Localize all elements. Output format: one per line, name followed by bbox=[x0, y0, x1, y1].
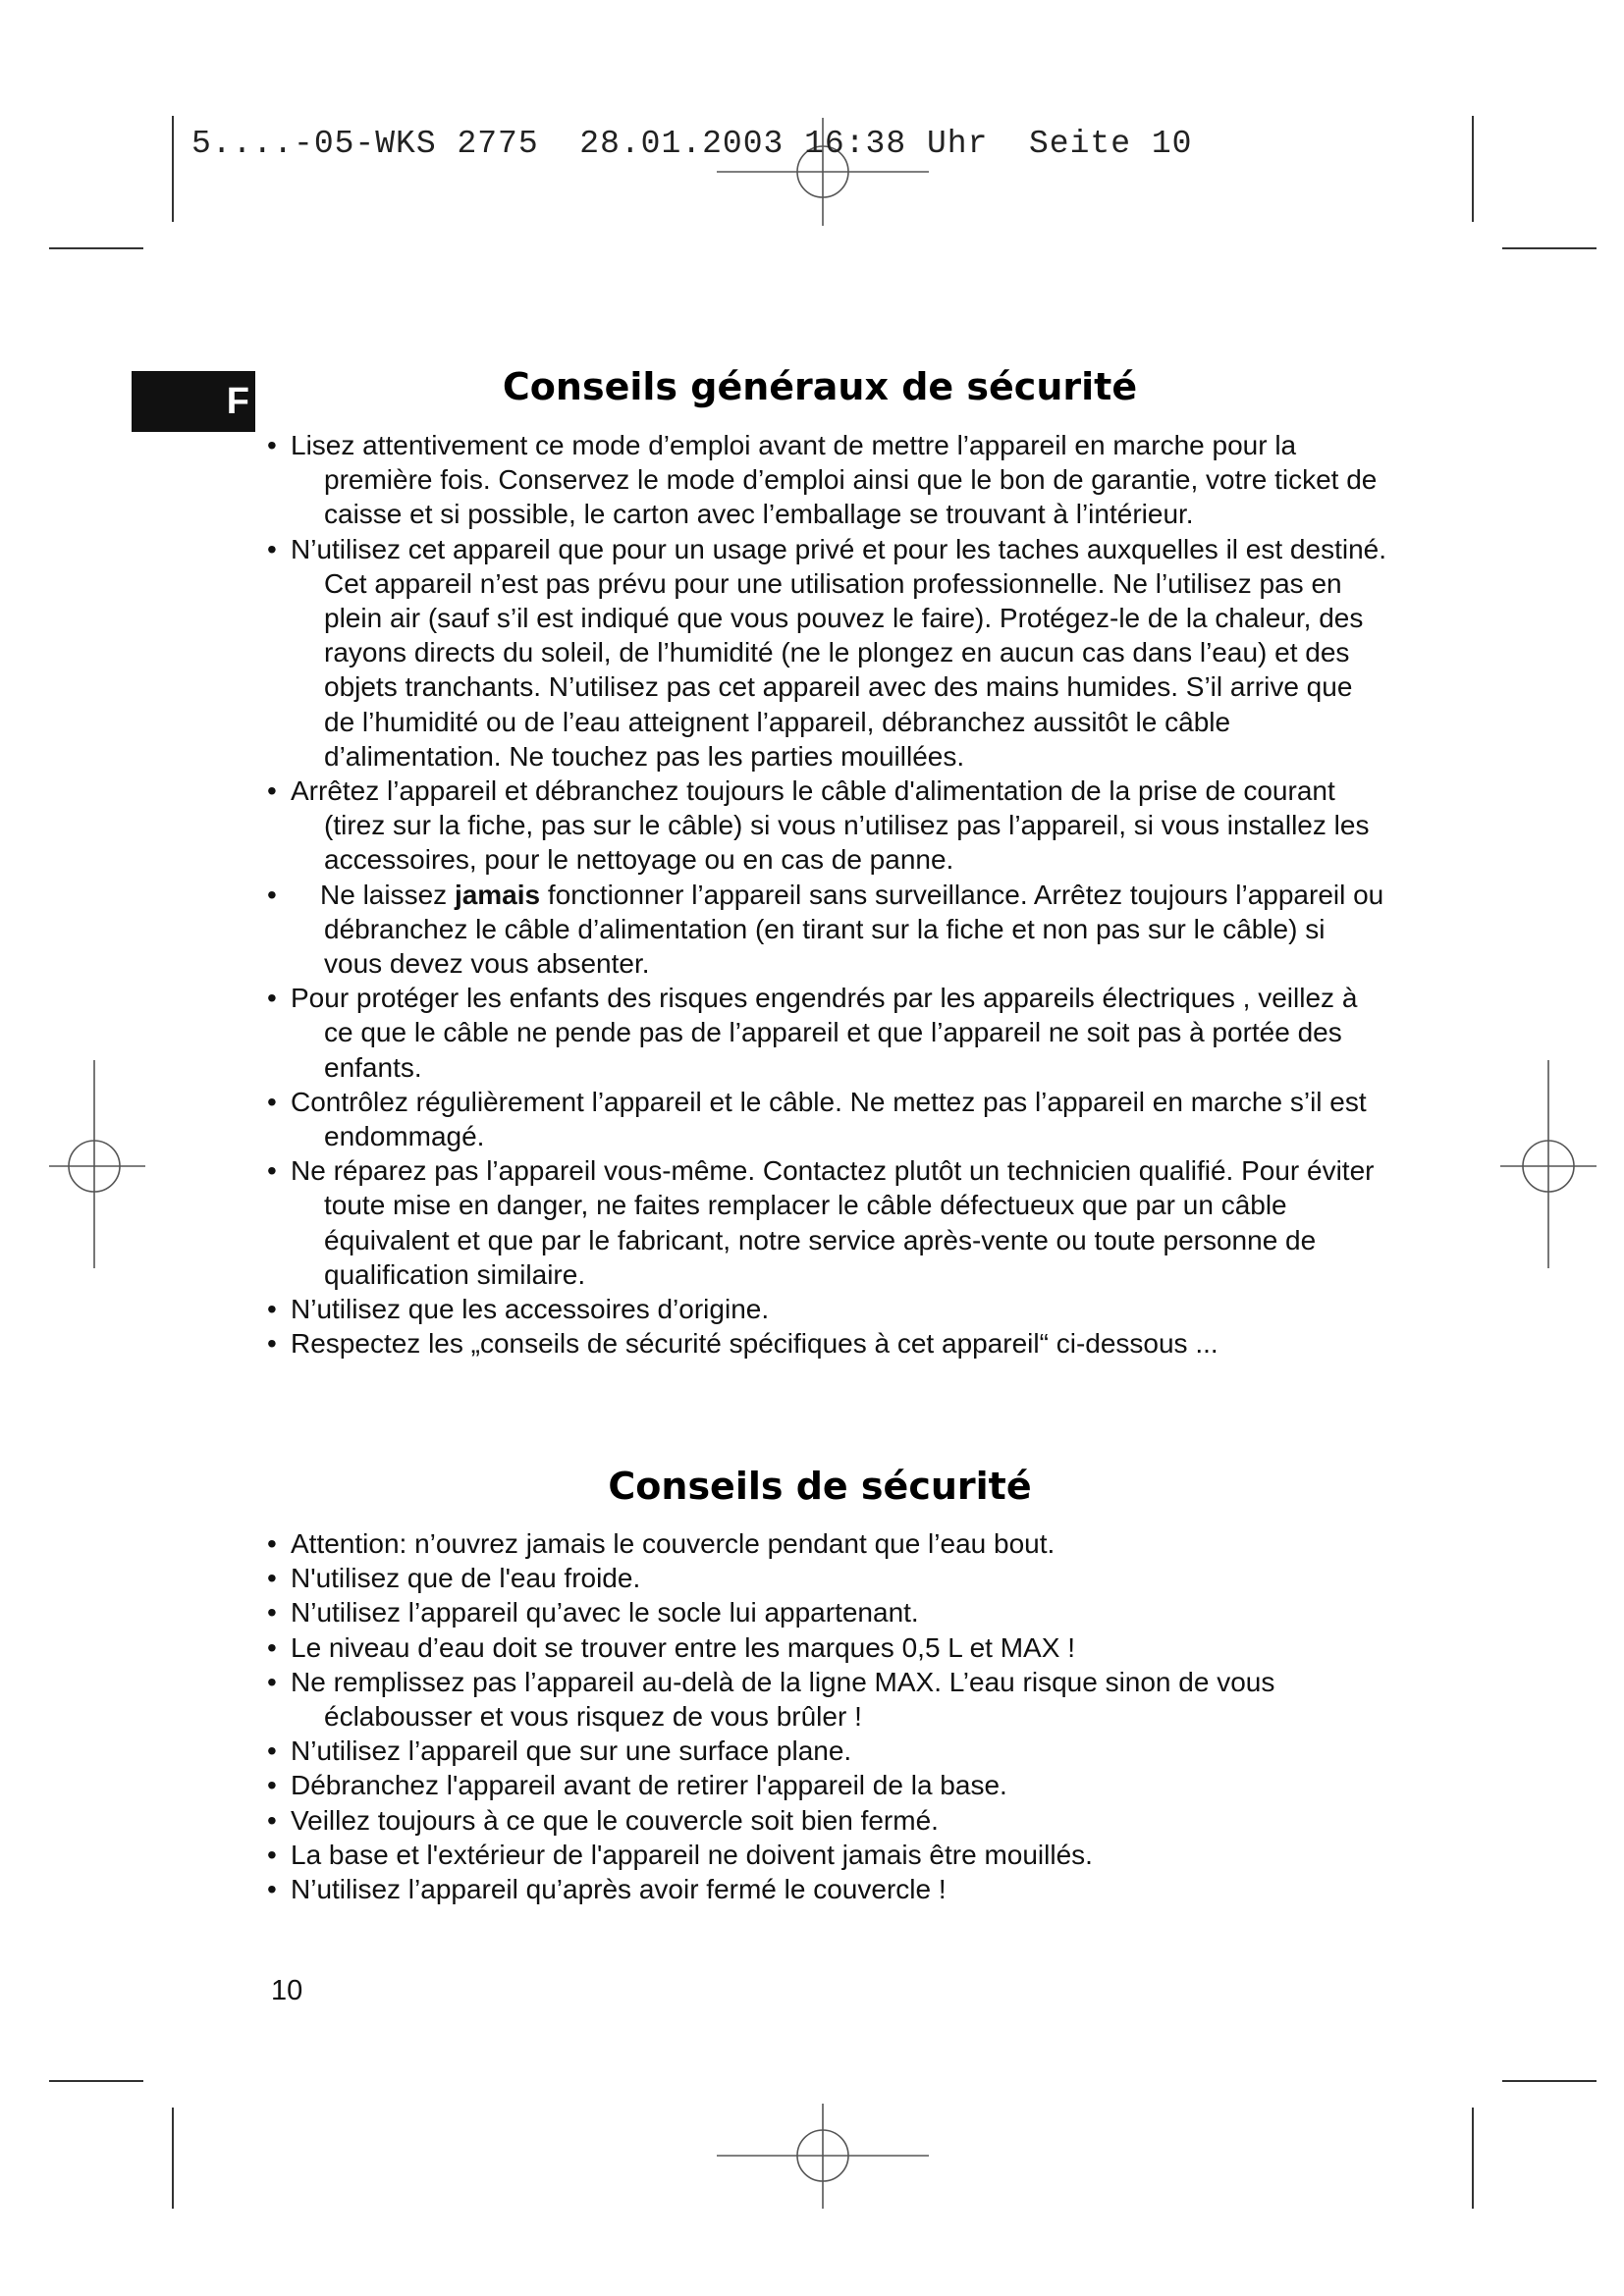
list-item-text: N'utilisez que de l'eau froide. bbox=[291, 1563, 641, 1594]
bullet: • bbox=[267, 1597, 277, 1629]
bullet: • bbox=[267, 533, 277, 564]
list-item bbox=[267, 1803, 1386, 1838]
bullet: • bbox=[267, 1155, 277, 1187]
bullet: • bbox=[267, 1294, 277, 1325]
list-item-text: Arrêtez l’appareil et débranchez toujours le câble d'alimentation de la prise de courant (tirez sur la fiche, pas sur le câble) si vous n’utilisez pas l’appareil, si vous installez les accessoires, pour le nettoyage ou en cas de panne. bbox=[291, 775, 1370, 876]
list-item-text: Le niveau d’eau doit se trouver entre les marques 0,5 L et MAX ! bbox=[291, 1631, 1075, 1663]
list-item-text: Ne remplissez pas l’appareil au-delà de la ligne MAX. L’eau risque sinon de vous éclabousser et vous risquez de vous brûler ! bbox=[291, 1666, 1275, 1733]
bullet: • bbox=[267, 1666, 277, 1697]
list-item-text: N’utilisez cet appareil que pour un usage privé et pour les taches auxquelles il est destiné. Cet appareil n’est pas prévu pour une utilisation professionnelle. Ne l’utilisez pas en plein air (sauf s’il est indiqué que vous pouvez le faire). Protégez-le de la chaleur, des rayons directs du soleil, de l’humidité (ne le plongez en aucun cas dans l’eau) et des objets tranchants. N’utilisez pas cet appareil avec des mains humides. S’il arrive que de l’humidité ou de l’eau atteignent l’appareil, débranchez aussitôt le câble d’alimentation. Ne touchez pas les parties mouillées. bbox=[291, 533, 1386, 772]
list-item bbox=[267, 428, 1386, 532]
list-item bbox=[267, 981, 1386, 1085]
print-slug-header bbox=[191, 126, 1192, 162]
bullet: • bbox=[267, 1328, 277, 1360]
list-item-text: La base et l'extérieur de l'appareil ne doivent jamais être mouillés. bbox=[291, 1839, 1093, 1870]
bullet: • bbox=[267, 1839, 277, 1870]
registration-mark-bottom bbox=[717, 2104, 929, 2209]
list-item bbox=[267, 1630, 1386, 1665]
list-item bbox=[267, 1872, 1386, 1906]
slug-page-label: Seite 10 bbox=[1029, 126, 1193, 162]
list-item bbox=[267, 1561, 1386, 1595]
bullet: • bbox=[267, 983, 277, 1014]
slug-unit: Uhr bbox=[926, 126, 989, 162]
list-item-text: Ne réparez pas l’appareil vous-même. Contactez plutôt un technicien qualifié. Pour éviter toute mise en danger, ne faites remplacer le câble défectueux que par un câble équivalent et que par le fabricant, notre service après-vente ou toute personne de qualification similaire. bbox=[291, 1155, 1375, 1290]
registration-mark-left bbox=[49, 1060, 145, 1268]
list-item-text-after: fonctionner l’appareil sans surveillance. Arrêtez toujours l’appareil ou débranchez le câble d’alimentation (en tirant sur la fiche et non pas sur le câble) si vous devez vous absenter. bbox=[324, 879, 1384, 980]
list-item bbox=[267, 1085, 1386, 1153]
list-item bbox=[267, 1595, 1386, 1629]
list-item-text: N’utilisez l’appareil qu’avec le socle lui appartenant. bbox=[291, 1597, 919, 1629]
list-item-text-before: Ne laissez bbox=[320, 879, 455, 910]
list-item bbox=[267, 1734, 1386, 1768]
list-item-text: N’utilisez que les accessoires d’origine. bbox=[291, 1294, 770, 1325]
list-item-text: Lisez attentivement ce mode d’emploi avant de mettre l’appareil en marche pour la première fois. Conservez le mode d’emploi ainsi que le bon de garantie, votre ticket de caisse et si possible, le carton avec l’emballage se trouvant à l’intérieur. bbox=[291, 430, 1378, 530]
list-item-text: Contrôlez régulièrement l’appareil et le câble. Ne mettez pas l’appareil en marche s’il est endommagé. bbox=[291, 1086, 1367, 1152]
bullet: • bbox=[267, 1735, 277, 1767]
list-item-text: Débranchez l'appareil avant de retirer l'appareil de la base. bbox=[291, 1770, 1007, 1801]
section-title-safety: Conseils de sécurité bbox=[608, 1465, 1032, 1508]
list-item-text: Pour protéger les enfants des risques engendrés par les appareils électriques , veillez à ce que le câble ne pende pas de l’appareil et que l’appareil ne soit pas à portée des enfants. bbox=[291, 983, 1358, 1083]
bullet: • bbox=[267, 1631, 277, 1663]
registration-mark-right bbox=[1500, 1060, 1597, 1268]
list-item-text: Attention: n’ouvrez jamais le couvercle pendant que l’eau bout. bbox=[291, 1528, 1056, 1559]
bullet: • bbox=[267, 1874, 277, 1905]
list-item bbox=[267, 1768, 1386, 1802]
language-tab: F bbox=[132, 371, 255, 432]
list-item-text: N’utilisez l’appareil qu’après avoir fermé le couvercle ! bbox=[291, 1874, 947, 1905]
list-item-emphasis: jamais bbox=[454, 879, 541, 910]
bullet: • bbox=[267, 1770, 277, 1801]
slug-date: 28.01.2003 bbox=[579, 126, 785, 162]
list-item bbox=[267, 774, 1386, 878]
list-item bbox=[267, 1665, 1386, 1734]
bullet: • bbox=[267, 1804, 277, 1836]
list-item-text: Respectez les „conseils de sécurité spécifiques à cet appareil“ ci-dessous ... bbox=[291, 1328, 1218, 1360]
list-item bbox=[267, 1326, 1386, 1361]
list-item-text: N’utilisez l’appareil que sur une surface plane. bbox=[291, 1735, 852, 1767]
list-item bbox=[267, 1153, 1386, 1292]
bullet: • bbox=[267, 430, 277, 460]
list-item bbox=[267, 532, 1386, 774]
list-item bbox=[267, 1292, 1386, 1326]
bullet: • bbox=[267, 775, 277, 807]
list-item bbox=[267, 1526, 1386, 1561]
bullet: • bbox=[267, 1086, 277, 1117]
bullet: • bbox=[267, 879, 277, 910]
bullet: • bbox=[267, 1563, 277, 1594]
page-number: 10 bbox=[271, 1975, 303, 2006]
list-item bbox=[267, 1838, 1386, 1872]
slug-code: 5....-05-WKS 2775 bbox=[191, 126, 539, 162]
slug-time: 16:38 bbox=[804, 126, 907, 162]
general-safety-list bbox=[267, 428, 1386, 1361]
safety-list bbox=[267, 1526, 1386, 1906]
bullet: • bbox=[267, 1528, 277, 1559]
list-item bbox=[267, 878, 1386, 982]
section-title-general-safety: Conseils généraux de sécurité bbox=[502, 365, 1138, 408]
list-item-text: Veillez toujours à ce que le couvercle soit bien fermé. bbox=[291, 1804, 939, 1836]
